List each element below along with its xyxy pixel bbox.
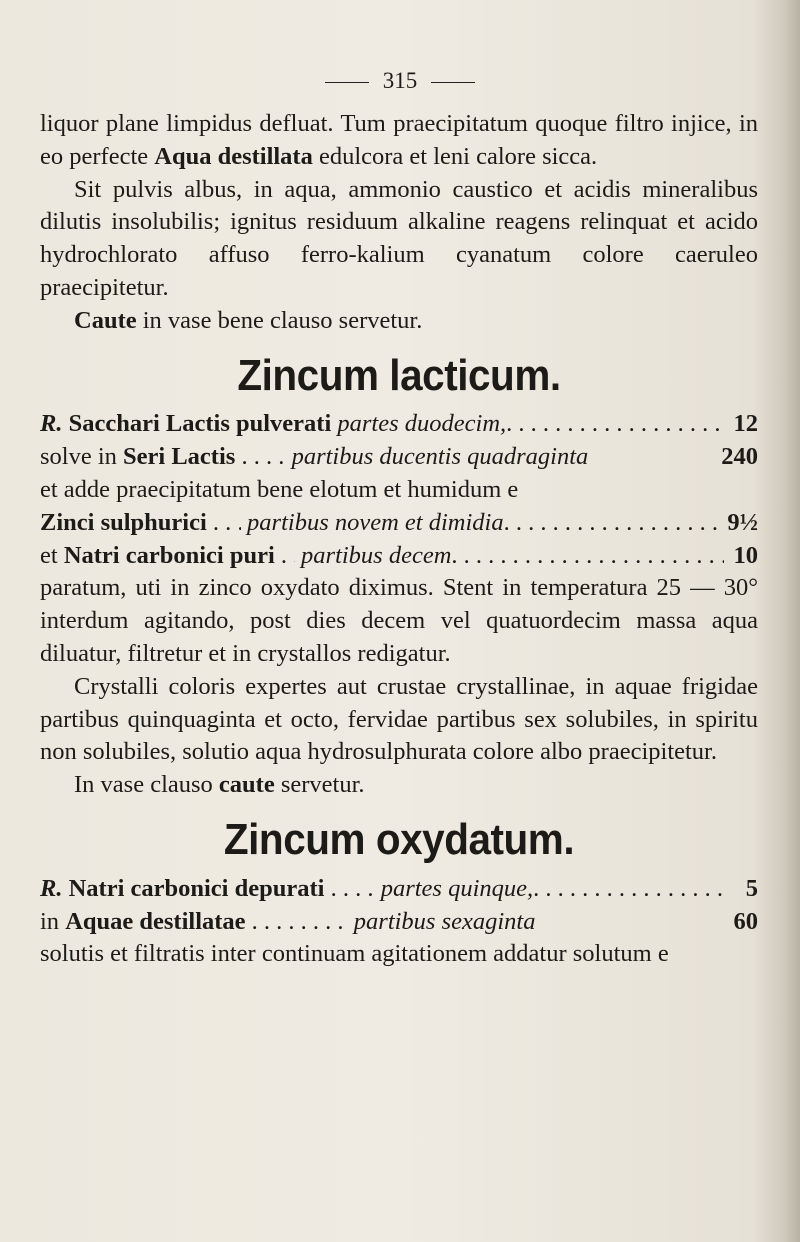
recipe-line: et adde praecipitatum bene elotum et humidum e [40,475,519,503]
paragraph-6: In vase clauso caute servetur. [74,771,365,799]
page-text [40,70,758,971]
paragraph-5: Crystalli coloris expertes aut crustae crystallinae, in aquae frigidae partibus quinquaginta et octo, fervidae partibus sex solubiles, in spiritu non solubiles, solutio aqua hydrosulphurata colore albo praecipitetur. [40,672,758,766]
recipe-2 [40,873,758,939]
heading-zincum-lacticum: Zincum lacticum. [237,350,561,400]
recipe-1 [40,408,758,572]
recipe-line: solve in Seri Lactis . . . partibus ducentis quadraginta 240 [40,441,758,474]
paragraph-2: Sit pulvis albus, in aqua, ammonio caustico et acidis mineralibus dilutis insolubilis; ignitus residuum alkaline reagens relinquat et acido hydrochlorato affuso ferro-kalium cyanatum colore caeruleo praecipitetur. [40,175,758,301]
paragraph-4: paratum, uti in zinco oxydato diximus. Stent in temperatura 25 — 30° interdum agitando, post dies decem vel quatuordecim massa aqua diluatur, filtretur et in crystallos redigatur. [40,574,758,667]
paragraph-3: Caute in vase bene clauso servetur. [74,306,423,334]
recipe-line: et Natri carbonici puri . . . partibus decem . . . 10 [40,540,758,573]
page-number: 315 [0,68,800,94]
paragraph-7: solutis et filtratis inter continuam agitationem addatur solutum e [40,940,669,968]
paragraph-1: liquor plane limpidus defluat. Tum praecipitatum quoque filtro injice, in eo perfecte Aqua destillata edulcora et leni calore sicca. [40,110,758,170]
recipe-line: R. Natri carbonici depurati . . . partes quinque, . . . 5 [40,873,758,906]
recipe-line: Zinci sulphurici . . . partibus novem et dimidia . . . 9½ [40,507,758,540]
recipe-line: R. Sacchari Lactis pulverati partes duodecim, . . . 12 [40,408,758,441]
heading-zincum-oxydatum: Zincum oxydatum. [223,814,575,864]
recipe-line: in Aquae destillatae . . . partibus sexaginta 60 [40,906,758,939]
